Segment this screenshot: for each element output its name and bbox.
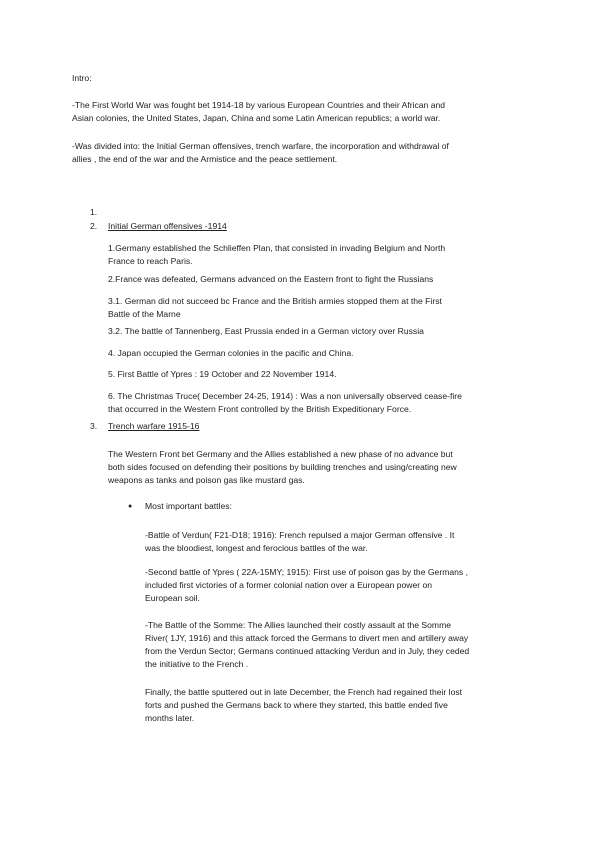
text-line: from the Verdun Sector; Germans continued attacking Verdun and in July, they ceded <box>145 646 470 656</box>
text-line: 3.1. German did not succeed bc France and the British armies stopped them at the First <box>108 296 442 306</box>
offensive-item-2 <box>108 273 433 286</box>
text-line: months later. <box>145 713 195 723</box>
battle-verdun <box>145 529 454 555</box>
text-line: Battle of the Marne <box>108 309 181 319</box>
text-line: -Was divided into: the Initial German offensives, trench warfare, the incorporation and withdrawal of <box>72 141 449 151</box>
list-number-3: 3. <box>90 421 98 431</box>
intro-label-text: Intro: <box>72 73 92 83</box>
text-line: European soil. <box>145 593 200 603</box>
text-line: allies , the end of the war and the Armistice and the peace settlement. <box>72 154 338 164</box>
text-line: 4. Japan occupied the German colonies in the pacific and China. <box>108 348 354 358</box>
text-line: weapons as tanks and poison gas like mustard gas. <box>108 475 305 485</box>
text-line: 6. The Christmas Truce( December 24-25, 1914) : Was a non universally observed cease-fire <box>108 391 462 401</box>
offensive-item-3-1 <box>108 295 442 321</box>
text-line: forts and pushed the Germans back to where they started, this battle ended five <box>145 700 448 710</box>
offensive-item-1 <box>108 242 445 268</box>
battle-somme-conclusion <box>145 686 462 725</box>
text-line: Most important battles: <box>145 501 232 511</box>
section-heading-offensives: Initial German offensives -1914 <box>108 221 227 231</box>
bullet-most-important-battles <box>145 500 232 513</box>
text-line: 1.Germany established the Schlieffen Plan, that consisted in invading Belgium and North <box>108 243 446 253</box>
offensive-item-4 <box>108 347 354 360</box>
text-line: was the bloodiest, longest and ferocious battles of the war. <box>145 543 368 553</box>
intro-paragraph-2 <box>72 140 449 166</box>
list-number-2: 2. <box>90 221 98 231</box>
text-line: The Western Front bet Germany and the Allies established a new phase of no advance but <box>108 449 453 459</box>
battle-somme <box>145 619 469 671</box>
battle-second-ypres <box>145 566 468 605</box>
text-line: Finally, the battle sputtered out in late December, the French had regained their lost <box>145 687 463 697</box>
text-line: River( 1JY, 1916) and this attack forced the Germans to divert men and artillery away <box>145 633 469 643</box>
text-line: -Second battle of Ypres ( 22A-15MY; 1915): First use of poison gas by the Germans , <box>145 567 468 577</box>
text-line: -The First World War was fought bet 1914-18 by various European Countries and their African and <box>72 100 446 110</box>
text-line: 2.France was defeated, Germans advanced on the Eastern front to fight the Russians <box>108 274 434 284</box>
text-line: included first victories of a former colonial nation over a European power on <box>145 580 433 590</box>
text-line: -The Battle of the Somme: The Allies launched their costly assault at the Somme <box>145 620 452 630</box>
text-line: -Battle of Verdun( F21-D18; 1916): French repulsed a major German offensive . It <box>145 530 455 540</box>
text-line: 3.2. The battle of Tannenberg, East Prussia ended in a German victory over Russia <box>108 326 424 336</box>
text-line: both sides focused on defending their positions by building trenches and using/creating new <box>108 462 457 472</box>
offensive-item-3-2 <box>108 325 424 338</box>
list-number-1: 1. <box>90 207 98 217</box>
text-line: that occurred in the Western Front controlled by the British Expeditionary Force. <box>108 404 412 414</box>
text-line: France to reach Paris. <box>108 256 193 266</box>
text-line: the initiative to the French . <box>145 659 249 669</box>
trench-intro-paragraph <box>108 448 457 487</box>
offensive-item-6 <box>108 390 462 416</box>
intro-paragraph-1 <box>72 99 445 125</box>
offensive-item-5 <box>108 368 337 381</box>
section-heading-trench-warfare: Trench warfare 1915-16 <box>108 421 200 431</box>
intro-label <box>72 72 92 85</box>
bullet-dot: ● <box>128 503 133 510</box>
text-line: 5. First Battle of Ypres : 19 October and 22 November 1914. <box>108 369 337 379</box>
text-line: Asian colonies, the United States, Japan, China and some Latin American republics; a world war. <box>72 113 441 123</box>
